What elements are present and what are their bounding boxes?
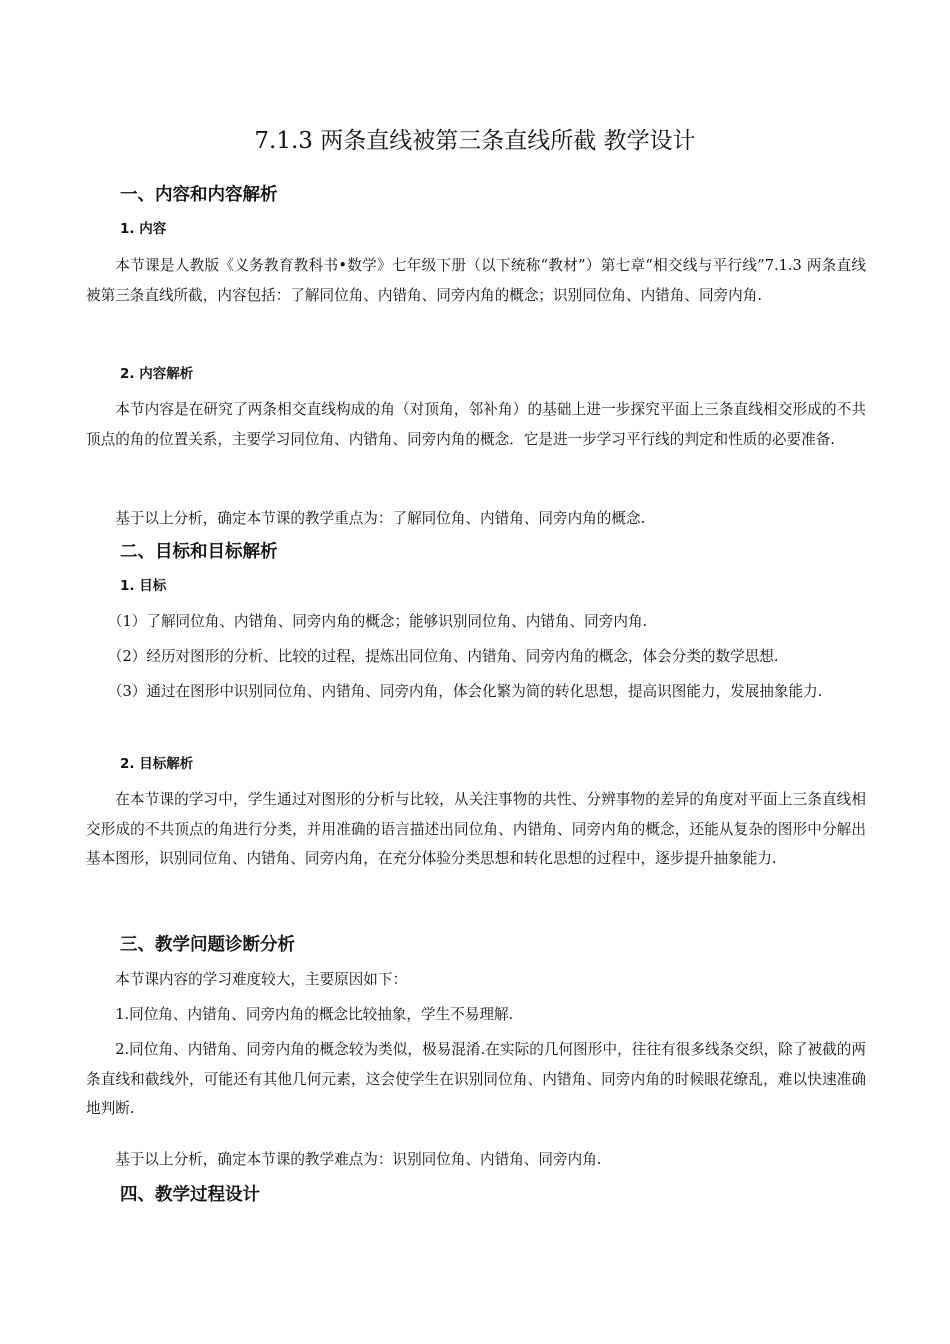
subheading-content: 1. 内容: [120, 221, 167, 237]
paragraph-difficulty-reason-2: 2.同位角、内错角、同旁内角的概念较为类似，极易混淆.在实际的几何图形中，往往有很多线条交织，除了被截的两条直线和截线外，可能还有其他几何元素，这会使学生在识别同位角、内错角、同旁内角的时候眼花缭乱，难以快速准确地判断.: [86, 1041, 866, 1117]
objective-item: （1）了解同位角、内错角、同旁内角的概念；能够识别同位角、内错角、同旁内角.: [107, 613, 648, 630]
section-heading-problem-diagnosis: 三、教学问题诊断分析: [120, 935, 295, 955]
paragraph-difficulty-intro: 本节课内容的学习难度较大，主要原因如下：: [115, 971, 408, 988]
section-heading-content-analysis: 一、内容和内容解析: [120, 185, 278, 205]
document-title: 7.1.3 两条直线被第三条直线所截 教学设计: [254, 128, 696, 154]
section-heading-teaching-process: 四、教学过程设计: [120, 1185, 260, 1205]
objective-item: （3）通过在图形中识别同位角、内错角、同旁内角，体会化繁为简的转化思想，提高识图能力，发展抽象能力.: [107, 683, 823, 700]
paragraph-teaching-difficulty: 基于以上分析，确定本节课的教学难点为：识别同位角、内错角、同旁内角.: [115, 1151, 602, 1168]
paragraph-content-analysis: 本节内容是在研究了两条相交直线构成的角（对顶角，邻补角）的基础上进一步探究平面上三条直线相交形成的不共顶点的角的位置关系，主要学习同位角、内错角、同旁内角的概念．它是进一步学习平行线的判定和性质的必要准备.: [86, 401, 866, 448]
paragraph-teaching-focus: 基于以上分析，确定本节课的教学重点为：了解同位角、内错角、同旁内角的概念.: [115, 510, 646, 527]
paragraph-content: 本节课是人教版《义务教育教科书•数学》七年级下册（以下统称“教材”）第七章“相交线与平行线”7.1.3 两条直线被第三条直线所截，内容包括：了解同位角、内错角、同旁内角的概念；识别同位角、内错角、同旁内角.: [86, 257, 866, 304]
objective-item: （2）经历对图形的分析、比较的过程，提炼出同位角、内错角、同旁内角的概念，体会分类的数学思想.: [107, 648, 779, 665]
section-heading-objectives: 二、目标和目标解析: [120, 542, 278, 562]
subheading-objectives: 1. 目标: [120, 578, 167, 594]
paragraph-objectives-analysis: 在本节课的学习中，学生通过对图形的分析与比较，从关注事物的共性、分辨事物的差异的角度对平面上三条直线相交形成的不共顶点的角进行分类，并用准确的语言描述出同位角、内错角、同旁内角的概念，还能从复杂的图形中分解出基本图形，识别同位角、内错角、同旁内角，在充分体验分类思想和转化思想的过程中，逐步提升抽象能力.: [86, 791, 866, 867]
paragraph-difficulty-reason-1: 1.同位角、内错角、同旁内角的概念比较抽象，学生不易理解.: [115, 1006, 514, 1023]
subheading-content-analysis: 2. 内容解析: [120, 366, 194, 382]
subheading-objectives-analysis: 2. 目标解析: [120, 756, 194, 772]
